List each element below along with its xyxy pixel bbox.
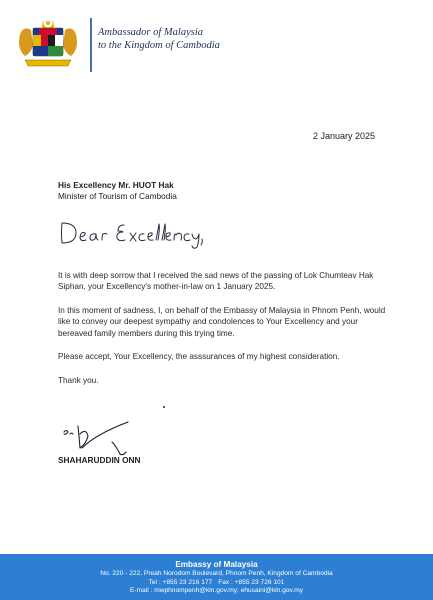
letterhead-line-2: to the Kingdom of Cambodia — [98, 40, 220, 51]
header-divider — [90, 18, 92, 72]
paragraph-assurances: Please accept, Your Excellency, the asssurances of my highest consideration. — [58, 352, 340, 361]
coat-of-arms-icon — [17, 18, 79, 70]
paragraph-sympathy: In this moment of sadness, I, on behalf of the Embassy of Malaysia in Phnom Penh, would like to convey our deepest sympathy and condolences to Your Excellency and your bereaved family members during this trying time. — [58, 306, 386, 338]
recipient-title: Minister of Tourism of Cambodia — [58, 191, 177, 201]
closing-thank-you: Thank you. — [58, 376, 99, 385]
footer-email-label: E-mail : — [130, 587, 153, 595]
signatory-name: SHAHARUDDIN ONN — [58, 455, 141, 465]
paragraph-condolence-news: It is with deep sorrow that I received the sad news of the passing of Lok Chumteav Hak Siphan, your Excellency's mother-in-law on 1 January 2025. — [58, 271, 374, 292]
recipient-block — [58, 180, 177, 202]
letterhead-line-1: Ambassador of Malaysia — [98, 27, 203, 38]
letter-date: 2 January 2025 — [312, 131, 375, 141]
footer-email — [0, 587, 433, 596]
footer-phone-fax — [0, 579, 433, 588]
footer-address: No. 220 - 222, Preah Norodom Boulevard, Phnom Penh, Kingdom of Cambodia — [100, 570, 333, 577]
ink-dot — [163, 406, 165, 408]
embassy-footer — [0, 554, 433, 600]
footer-title: Embassy of Malaysia — [175, 560, 258, 569]
recipient-name: His Excellency Mr. HUOT Hak — [58, 180, 174, 190]
footer-tel: Tel : +855 23 216 177 — [148, 578, 213, 586]
letterhead-title — [98, 26, 220, 52]
handwritten-salutation — [58, 215, 208, 251]
footer-fax: Fax : +855 23 726 101 — [218, 578, 285, 586]
footer-email-link-1[interactable]: mwphnompenh@kln.gov.my; — [154, 587, 239, 595]
footer-email-link-2[interactable]: ehusaini@kln.gov.my — [240, 587, 303, 595]
